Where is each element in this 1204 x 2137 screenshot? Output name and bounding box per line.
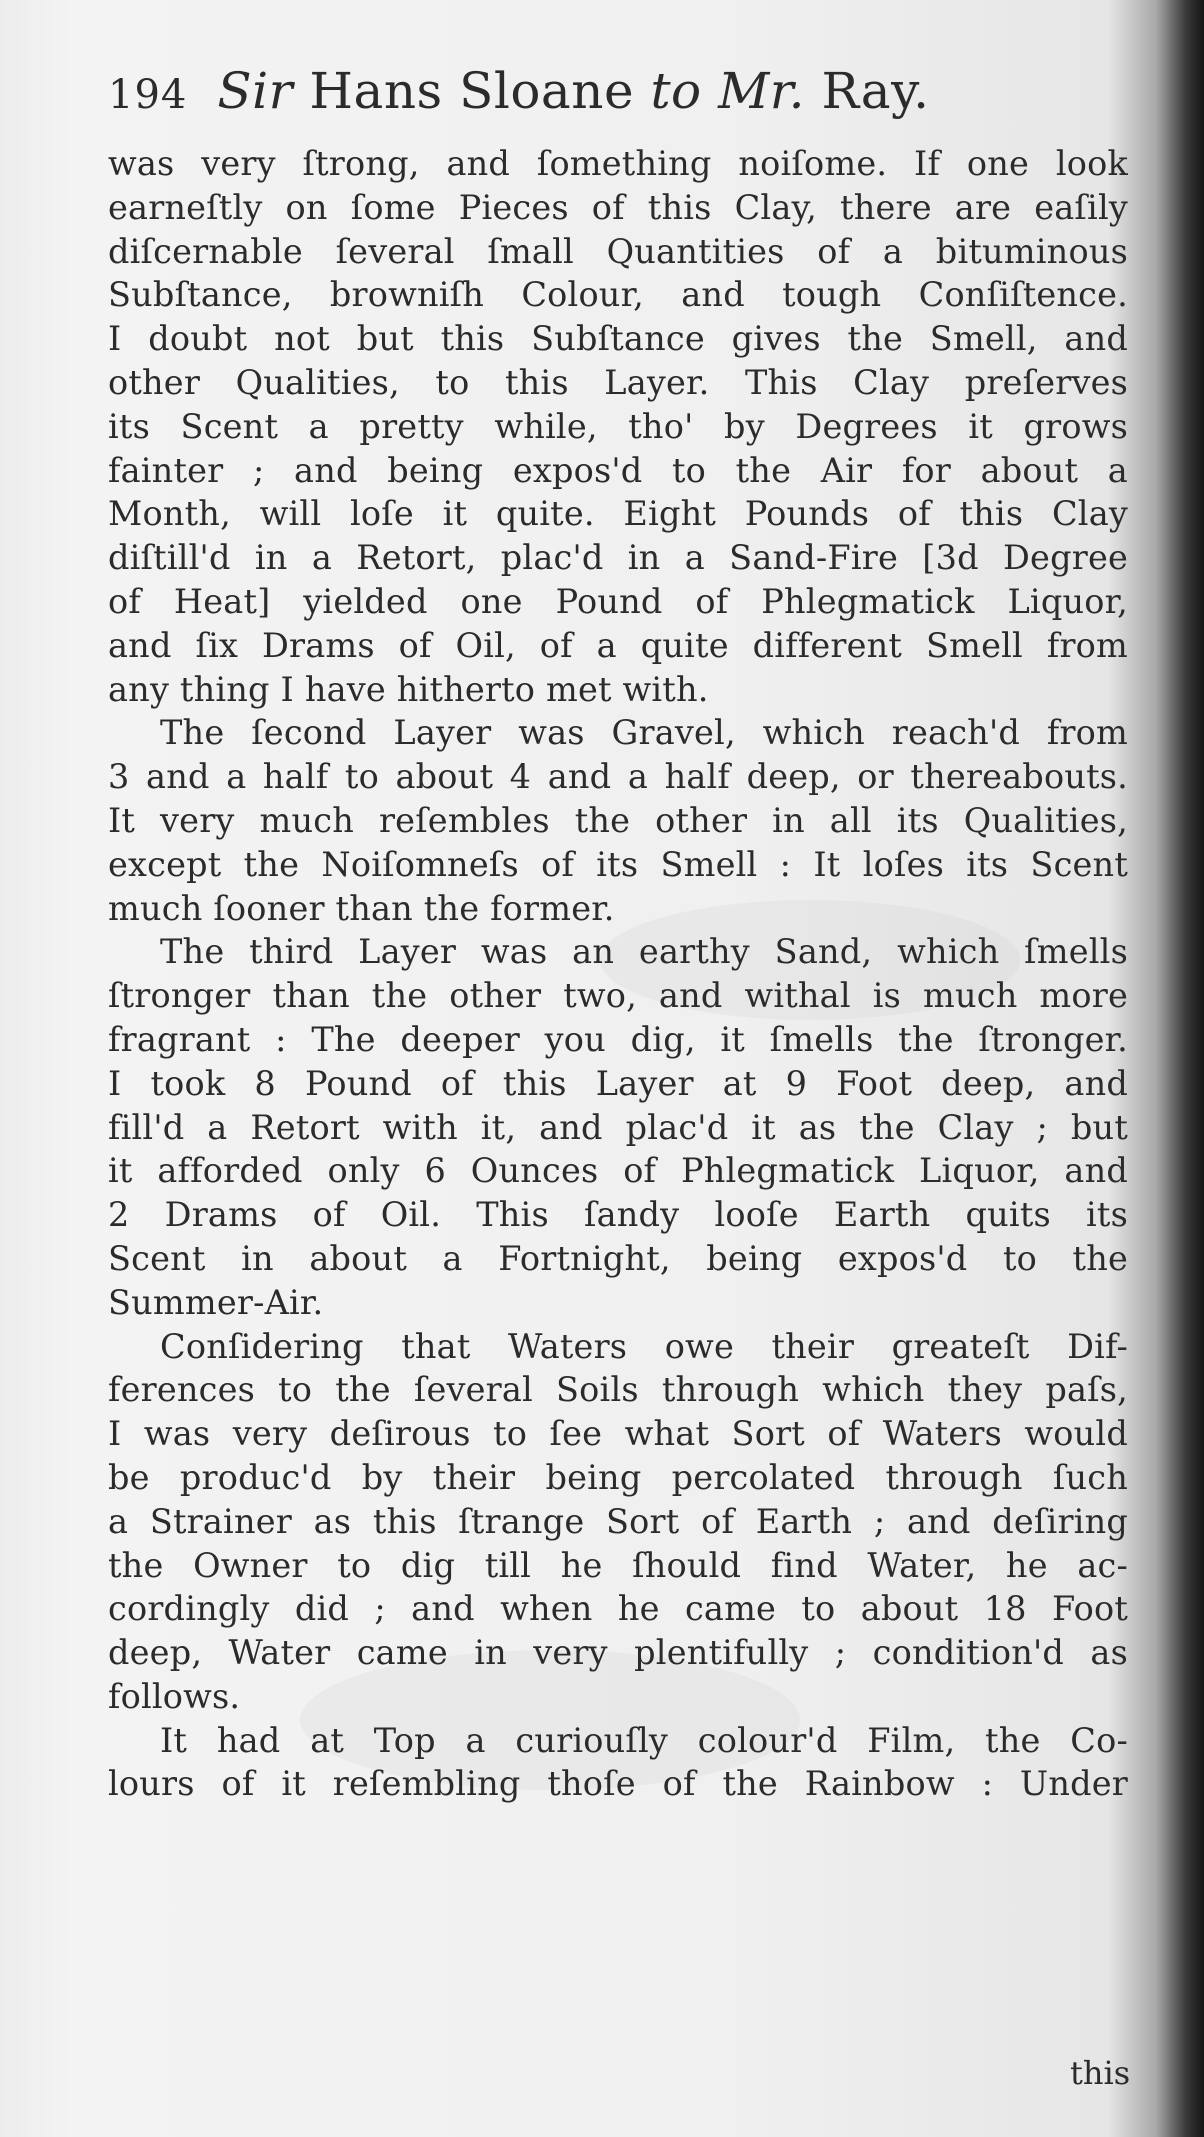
text-line: deep, Water came in very plentifully ; condition'd as xyxy=(108,1633,1128,1673)
text-line: It had at Top a curiouſly colour'd Film, the Co- xyxy=(160,1720,1128,1760)
text-line: I took 8 Pound of this Layer at 9 Foot deep, and xyxy=(108,1063,1128,1103)
text-line: Summer-Air. xyxy=(108,1282,324,1322)
text-line: Month, will loſe it quite. Eight Pounds of this Clay xyxy=(108,494,1128,534)
text-line: The ſecond Layer was Gravel, which reach'd from xyxy=(160,713,1128,753)
page-number: 194 xyxy=(108,72,188,118)
text-line: fragrant : The deeper you dig, it ſmells the ſtronger. xyxy=(108,1019,1128,1059)
text-line: diſtill'd in a Retort, plac'd in a Sand-Fire [3d Degree xyxy=(108,538,1128,578)
text-line: its Scent a pretty while, tho' by Degrees it grows xyxy=(108,406,1128,446)
running-head-to: to xyxy=(650,62,702,120)
text-line: of Heat] yielded one Pound of Phlegmatick Liquor, xyxy=(108,581,1128,621)
running-head-prefix: Sir xyxy=(217,62,294,120)
running-head-recipient: Ray. xyxy=(821,62,930,120)
text-line: 2 Drams of Oil. This ſandy looſe Earth quits its xyxy=(108,1195,1128,1235)
text-line: any thing I have hitherto met with. xyxy=(108,669,709,709)
text-line: and ſix Drams of Oil, of a quite different Smell from xyxy=(108,625,1128,665)
running-head xyxy=(217,62,929,120)
text-line: be produc'd by their being percolated through ſuch xyxy=(108,1457,1128,1497)
text-line: ferences to the ſeveral Soils through which they paſs, xyxy=(108,1370,1128,1410)
text-line: diſcernable ſeveral ſmall Quantities of a bituminous xyxy=(108,231,1128,271)
text-line: the Owner to dig till he ſhould find Water, he ac- xyxy=(108,1545,1128,1585)
paragraph xyxy=(108,1325,1128,1719)
text-line: follows. xyxy=(108,1676,241,1716)
text-line: ſtronger than the other two, and withal is much more xyxy=(108,976,1128,1016)
text-line: fill'd a Retort with it, and plac'd it as the Clay ; but xyxy=(108,1107,1128,1147)
text-line: Conſidering that Waters owe their greateſt Dif- xyxy=(160,1326,1128,1366)
text-line: Subſtance, browniſh Colour, and tough Conſiſtence. xyxy=(108,275,1128,315)
text-line: Scent in about a Fortnight, being expos'd to the xyxy=(108,1238,1128,1278)
text-line: earneſtly on ſome Pieces of this Clay, there are eaſily xyxy=(108,187,1128,227)
text-line: I was very deſirous to ſee what Sort of Waters would xyxy=(108,1414,1128,1454)
paragraph xyxy=(108,142,1128,711)
paragraph xyxy=(108,930,1128,1324)
text-line: I doubt not but this Subſtance gives the Smell, and xyxy=(108,319,1128,359)
text-line: 3 and a half to about 4 and a half deep, or thereabouts. xyxy=(108,757,1128,797)
paragraph xyxy=(108,711,1128,930)
running-head-mr: Mr. xyxy=(718,62,806,120)
page-header xyxy=(108,62,1128,132)
text-line: except the Noiſomneſs of its Smell : It loſes its Scent xyxy=(108,844,1128,884)
text-line: lours of it reſembling thoſe of the Rainbow : Under xyxy=(108,1764,1128,1804)
text-line: The third Layer was an earthy Sand, which ſmells xyxy=(160,932,1128,972)
text-line: cordingly did ; and when he came to about 18 Foot xyxy=(108,1589,1128,1629)
text-line: it afforded only 6 Ounces of Phlegmatick Liquor, and xyxy=(108,1151,1128,1191)
text-line: much ſooner than the former. xyxy=(108,888,615,928)
catchword: this xyxy=(1070,2054,1131,2092)
running-head-name: Hans Sloane xyxy=(309,62,635,120)
text-line: It very much reſembles the other in all its Qualities, xyxy=(108,800,1128,840)
text-line: fainter ; and being expos'd to the Air for about a xyxy=(108,450,1128,490)
text-line: other Qualities, to this Layer. This Clay preſerves xyxy=(108,362,1128,402)
paragraph xyxy=(108,1719,1128,1807)
body-text xyxy=(108,142,1128,1806)
text-line: was very ſtrong, and ſomething noiſome. If one look xyxy=(108,144,1128,183)
text-line: a Strainer as this ſtrange Sort of Earth ; and deſiring xyxy=(108,1501,1128,1541)
